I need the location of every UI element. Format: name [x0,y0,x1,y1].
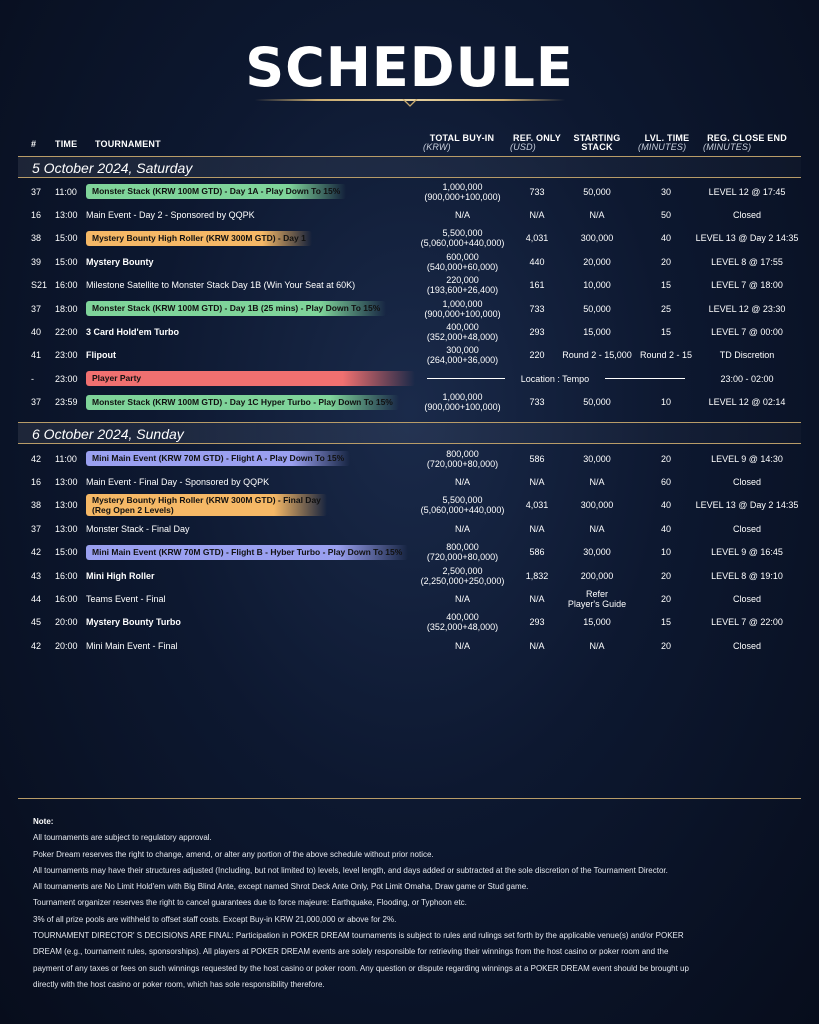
ref-usd: 161 [529,280,545,291]
table-row [0,541,819,564]
starting-stack [560,470,634,493]
tournament-name: Milestone Satellite to Monster Stack Day 1B (Win Your Seat at 60K) [86,280,356,291]
col-time: TIME [55,139,78,149]
buy-in-total: 5,500,000 [442,228,483,239]
buy-in [410,517,515,540]
event-number: 38 [31,233,42,244]
buy-in [410,344,515,367]
event-location: Location : Tempo [520,373,590,384]
buy-in [410,587,515,610]
column-headers [0,132,819,156]
event-number: 39 [31,256,42,267]
buy-in-total: 1,000,000 [442,298,483,309]
buy-in-total: N/A [454,593,470,604]
table-row [0,470,819,493]
stack-value: 200,000 [580,570,614,581]
buy-in-total: 800,000 [446,542,479,553]
buy-in-total: 2,500,000 [442,565,483,576]
reg-close: LEVEL 12 @ 17:45 [708,186,786,197]
event-time: 16:00 [55,570,78,581]
tournament-cell [86,494,416,517]
tournament-cell [86,447,416,470]
event-time: 13:00 [55,500,78,511]
event-time: 15:00 [55,233,78,244]
starting-stack [560,447,634,470]
reg-close: LEVEL 9 @ 14:30 [711,453,783,464]
buy-in-total: 220,000 [446,275,479,286]
table-row [0,391,819,414]
table-row [0,250,819,273]
event-number: 16 [31,476,42,487]
table-row [0,611,819,634]
reg-close: LEVEL 7 @ 00:00 [711,326,783,337]
buy-in-breakdown: (720,000+80,000) [426,458,499,469]
tournament-name: Player Party [92,373,142,384]
event-time: 15:00 [55,256,78,267]
buy-in-breakdown: (540,000+60,000) [426,261,499,272]
level-time: 15 [660,617,671,628]
buy-in-breakdown: (900,000+100,000) [424,191,501,202]
event-number: 40 [31,326,42,337]
tournament-cell [86,250,416,273]
event-number: 37 [31,397,42,408]
ref-usd: N/A [529,523,545,534]
stack-value: 50,000 [583,397,611,408]
tournament-name: 3 Card Hold'em Turbo [86,326,179,337]
note-line: Tournament organizer reserves the right to cancel guarantees due to force majeure: Earthquake, Flooding, or Typhoon etc. [33,898,467,908]
tournament-name: Monster Stack - Final Day [86,523,190,534]
level-time: 60 [660,476,671,487]
buy-in-total: N/A [454,523,470,534]
buy-in-breakdown: (720,000+80,000) [426,552,499,563]
reg-close: LEVEL 12 @ 02:14 [708,397,786,408]
stack-value: 30,000 [583,453,611,464]
reg-close: Closed [732,640,761,651]
ref-usd: 293 [529,617,545,628]
tournament-name: Flipout [86,350,116,361]
table-row [0,447,819,470]
col-lvl: LVL. TIME (MINUTES) [638,133,690,152]
tournament-badge [86,231,312,246]
level-time: 25 [660,303,671,314]
event-time: 16:00 [55,280,78,291]
buy-in-breakdown: (2,250,000+250,000) [420,575,505,586]
tournament-name: Monster Stack (KRW 100M GTD) - Day 1C Hyper Turbo - Play Down To 15% [92,396,393,407]
table-row [0,367,819,390]
tournament-badge [86,371,415,386]
note-line: DREAM (e.g., tournament rules, sponsorships). All players at POKER DREAM events are solely responsible for retrieving their winnings from the host casino or poker room and the [33,947,669,957]
event-number: 37 [31,523,42,534]
starting-stack [560,517,634,540]
col-num: # [31,139,37,149]
tournament-cell [86,297,416,320]
stack-value-2: Player's Guide [567,598,627,609]
ref-usd: 586 [529,453,545,464]
event-time: 11:00 [55,453,77,464]
starting-stack [560,494,634,517]
starting-stack [560,297,634,320]
table-row [0,634,819,657]
col-tournament: TOURNAMENT [95,139,161,149]
tournament-badge [86,451,350,466]
buy-in [410,391,515,414]
event-number: 16 [31,209,42,220]
event-time: 20:00 [55,617,78,628]
buy-in-total: N/A [454,209,470,220]
level-time: 20 [660,256,671,267]
stack-value: N/A [589,209,605,220]
buy-in [410,274,515,297]
event-number: - [31,373,34,384]
tournament-cell [86,634,416,657]
note-line: directly with the host casino or poker room, which has sole responsibility therefore. [33,979,325,989]
event-time: 23:00 [55,350,78,361]
buy-in-breakdown: (900,000+100,000) [424,308,501,319]
col-stack: STARTING STACK [573,133,621,152]
buy-in-breakdown: (352,000+48,000) [426,622,499,633]
table-row [0,203,819,226]
reg-close: Closed [732,523,761,534]
note-line: 3% of all prize pools are withheld to offset staff costs. Except Buy-in KRW 21,000,000 or above for 2%. [33,914,397,924]
table-row [0,227,819,250]
date-label: 5 October 2024, Saturday [32,160,193,176]
ref-usd: 4,031 [525,500,549,511]
tournament-cell [86,541,416,564]
buy-in-breakdown: (5,060,000+440,000) [420,238,505,249]
reg-close: LEVEL 13 @ Day 2 14:35 [695,500,799,511]
ref-usd: N/A [529,593,545,604]
stack-value: 15,000 [583,326,611,337]
event-number: 45 [31,617,42,628]
ref-usd: 440 [529,256,545,267]
table-row [0,344,819,367]
buy-in [410,250,515,273]
stack-value: Round 2 - 15,000 [562,350,632,361]
starting-stack [560,180,634,203]
buy-in-total: 1,000,000 [442,181,483,192]
level-time: 20 [660,570,671,581]
buy-in-breakdown: (352,000+48,000) [426,331,499,342]
buy-in-total: 1,000,000 [442,392,483,403]
ref-usd: N/A [529,640,545,651]
ref-usd: 586 [529,547,545,558]
tournament-badge [86,301,386,316]
starting-stack [560,587,634,610]
event-number: 37 [31,303,42,314]
event-number: 42 [31,640,42,651]
reg-close: LEVEL 13 @ Day 2 14:35 [695,233,799,244]
buy-in [410,611,515,634]
buy-in [410,634,515,657]
reg-close: TD Discretion [719,350,775,361]
stack-value: N/A [589,523,605,534]
tournament-cell [86,470,416,493]
level-time: 50 [660,209,671,220]
ref-usd: 1,832 [525,570,549,581]
buy-in-breakdown: (900,000+100,000) [424,402,501,413]
tournament-name: Teams Event - Final [86,593,166,604]
tournament-name: Monster Stack (KRW 100M GTD) - Day 1A - Play Down To 15% [92,186,341,196]
level-time: 15 [660,326,671,337]
stack-value: 30,000 [583,547,611,558]
tournament-name: Mystery Bounty [86,256,154,267]
reg-close: Closed [732,476,761,487]
page-title: SCHEDULE [245,36,574,99]
event-time: 16:00 [55,593,78,604]
starting-stack [560,320,634,343]
tournament-badge [86,395,399,410]
buy-in-total: 400,000 [446,612,479,623]
starting-stack [560,344,634,367]
stack-value: 300,000 [580,233,614,244]
starting-stack [560,203,634,226]
buy-in-total: 5,500,000 [442,495,483,506]
buy-in-total: 400,000 [446,321,479,332]
level-time: 40 [660,523,671,534]
col-reg-close: REG. CLOSE END (MINUTES) [703,133,787,152]
starting-stack [560,274,634,297]
ref-usd: 4,031 [525,233,549,244]
table-row [0,564,819,587]
event-number: S21 [31,280,48,291]
reg-close: LEVEL 7 @ 18:00 [711,280,783,291]
level-time: 30 [660,186,671,197]
event-number: 37 [31,186,42,197]
note-line: payment of any taxes or fees on such winnings requested by the host casino or poker room. Any question or dispute regarding winnings at a POKER DREAM event should be brought up [33,963,689,973]
tournament-name: Monster Stack (KRW 100M GTD) - Day 1B (25 mins) - Play Down To 15% [92,303,381,313]
tournament-cell [86,564,416,587]
reg-close: LEVEL 9 @ 16:45 [711,547,783,558]
event-number: 43 [31,570,42,581]
tournament-name-note: (Reg Open 2 Levels) [92,505,174,516]
level-time: 15 [660,280,671,291]
ref-usd: 733 [529,186,545,197]
level-time: 40 [660,500,671,511]
tournament-name: Main Event - Day 2 - Sponsored by QQPK [86,209,255,220]
starting-stack [560,634,634,657]
stack-value: 15,000 [583,617,611,628]
level-time: 20 [660,640,671,651]
date-header [18,422,801,444]
tournament-name: Mini High Roller [86,570,155,581]
divider-line [605,378,685,379]
table-row [0,180,819,203]
buy-in [410,494,515,517]
buy-in-breakdown: (5,060,000+440,000) [420,505,505,516]
chevron-down-icon [402,99,418,107]
event-time: 20:00 [55,640,78,651]
note-line: All tournaments are subject to regulatory approval. [33,833,212,843]
starting-stack [560,250,634,273]
note-line: TOURNAMENT DIRECTOR' S DECISIONS ARE FINAL: Participation in POKER DREAM tournaments is subject to rules and rulings set forth by the applicable venue(s) and/or POKER [33,931,684,941]
tournament-cell [86,320,416,343]
table-row [0,517,819,540]
tournament-name: Mini Main Event (KRW 70M GTD) - Flight B - Hyber Turbo - Play Down To 15% [92,546,403,557]
event-time: 18:00 [55,303,78,314]
stack-value: 50,000 [583,303,611,314]
level-time: 10 [660,397,671,408]
starting-stack [560,541,634,564]
tournament-cell [86,344,416,367]
tournament-badge [86,545,408,560]
event-time: 23:00 [55,373,78,384]
stack-value: 300,000 [580,500,614,511]
tournament-name: Mystery Bounty High Roller (KRW 300M GTD) - Day 1 [92,232,306,243]
starting-stack [560,611,634,634]
note-line: All tournaments may have their structures adjusted (Including, but not limited to) levels, level length, and days added or subtracted at the sole discretion of the Tournament Director. [33,865,668,875]
buy-in [410,541,515,564]
buy-in [410,180,515,203]
divider-line [427,378,505,379]
notes-section [33,814,793,993]
table-row [0,274,819,297]
ref-usd: 733 [529,303,545,314]
tournament-name: Mystery Bounty High Roller (KRW 300M GTD) - Final Day [92,495,321,506]
stack-value: N/A [589,640,605,651]
starting-stack [560,227,634,250]
event-time: 11:00 [55,186,77,197]
tournament-cell [86,611,416,634]
buy-in [410,564,515,587]
tournament-name: Mini Main Event - Final [86,640,178,651]
event-number: 41 [31,350,42,361]
reg-close: LEVEL 8 @ 19:10 [711,570,783,581]
tournament-cell [86,274,416,297]
ref-usd: 733 [529,397,545,408]
reg-close: 23:00 - 02:00 [720,373,774,384]
tournament-name: Mystery Bounty Turbo [86,617,181,628]
reg-close: Closed [732,209,761,220]
tournament-cell [86,203,416,226]
event-time: 15:00 [55,547,78,558]
level-time: 20 [660,593,671,604]
buy-in-total: 300,000 [446,345,479,356]
table-row [0,494,819,517]
starting-stack [560,564,634,587]
notes-divider [18,798,801,799]
stack-value: 20,000 [583,256,611,267]
tournament-cell [86,227,416,250]
level-time: 10 [660,547,671,558]
buy-in [410,470,515,493]
note-line: Poker Dream reserves the right to change, amend, or alter any portion of the above schedule without prior notice. [33,849,434,859]
event-time: 13:00 [55,209,78,220]
stack-value: Refer [585,588,608,599]
tournament-name: Mini Main Event (KRW 70M GTD) - Flight A - Play Down To 15% [92,453,345,463]
buy-in-total: 800,000 [446,448,479,459]
tournament-cell [86,391,416,414]
event-time: 23:59 [55,397,78,408]
reg-close: LEVEL 8 @ 17:55 [711,256,783,267]
stack-value: 10,000 [583,280,611,291]
buy-in [410,227,515,250]
buy-in [410,447,515,470]
level-time: Round 2 - 15 [639,350,693,361]
date-header [18,156,801,178]
event-number: 38 [31,500,42,511]
event-time: 13:00 [55,523,78,534]
tournament-cell [86,367,416,390]
buy-in-total: N/A [454,640,470,651]
buy-in-breakdown: (193,600+26,400) [426,285,499,296]
table-row [0,320,819,343]
table-row [0,297,819,320]
notes-heading: Note: [33,817,54,826]
table-row [0,587,819,610]
tournament-cell [86,517,416,540]
ref-usd: N/A [529,209,545,220]
buy-in [410,297,515,320]
reg-close: Closed [732,593,761,604]
buy-in [410,203,515,226]
reg-close: LEVEL 7 @ 22:00 [711,617,783,628]
stack-value: 50,000 [583,186,611,197]
note-line: All tournaments are No Limit Hold'em with Big Blind Ante, except named Shrot Deck Ante Only, Pot Limit Omaha, Draw game or Stud game. [33,882,529,892]
event-time: 13:00 [55,476,78,487]
col-ref: REF. ONLY (USD) [510,133,561,152]
tournament-cell [86,587,416,610]
level-time: 40 [660,233,671,244]
tournament-name: Main Event - Final Day - Sponsored by QQPK [86,476,270,487]
date-label: 6 October 2024, Sunday [32,426,184,442]
event-number: 42 [31,453,42,464]
event-time: 22:00 [55,326,78,337]
buy-in [410,320,515,343]
stack-value: N/A [589,476,605,487]
buy-in-breakdown: (264,000+36,000) [426,355,499,366]
event-number: 42 [31,547,42,558]
ref-usd: N/A [529,476,545,487]
reg-close: LEVEL 12 @ 23:30 [708,303,786,314]
level-time: 20 [660,453,671,464]
tournament-cell [86,180,416,203]
tournament-badge [86,494,327,516]
col-buyin: TOTAL BUY-IN (KRW) [423,133,495,152]
buy-in-total: 600,000 [446,251,479,262]
ref-usd: 293 [529,326,545,337]
event-number: 44 [31,593,42,604]
tournament-badge [86,184,346,199]
ref-usd: 220 [529,350,545,361]
starting-stack [560,391,634,414]
buy-in-total: N/A [454,476,470,487]
